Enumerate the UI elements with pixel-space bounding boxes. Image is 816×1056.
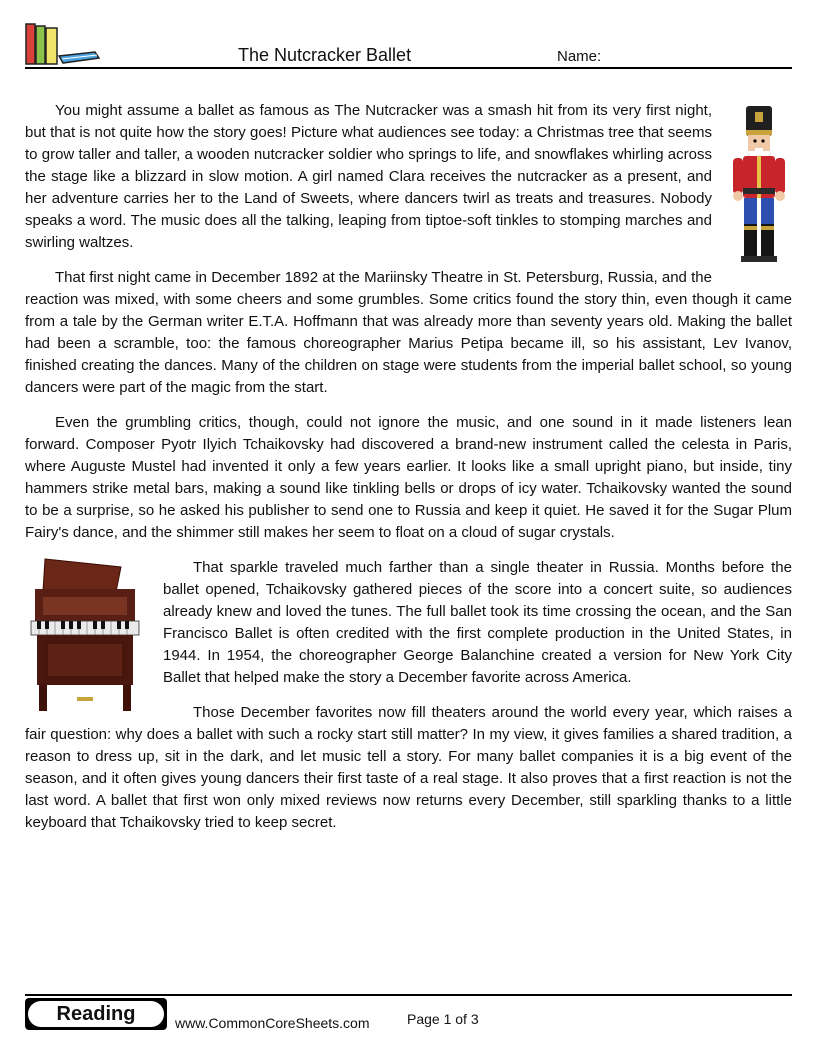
name-label: Name: (557, 48, 602, 65)
header-divider (25, 67, 792, 69)
footer-divider (25, 994, 792, 996)
celesta-instrument-image (25, 557, 143, 717)
paragraph-4: That sparkle traveled much farther than a single theater in Russia. Months before the ballet opened, Tchaikovsky gathered pieces of the score into a concert suite, so audiences already knew and loved the tunes. The full ballet took its time crossing the ocean, and the San Francisco Ballet is often credited with the first complete production in the United States, in 1944. In 1954, the choreographer George Balanchine created a version for New York City Ballet that helped make the story a December favorite across America. (163, 559, 792, 686)
worksheet-title: The Nutcracker Ballet (238, 45, 412, 65)
site-url: www.CommonCoreSheets.com (175, 1015, 370, 1031)
paragraph-2: That first night came in December 1892 at the Mariinsky Theatre in St. Petersburg, Russia, and the reaction was mixed, with some cheers and some grumbles. Some critics found the story thin, even though it came from a tale by the German writer E.T.A. Hoffmann that was already more than seventy years old. Making the ballet had been a scramble, too: the famous choreographer Marius Petipa became ill, so his assistant, Lev Ivanov, finished creating the dances. Many of the children on stage were students from the imperial ballet school, so young dancers were part of the magic from the start. (25, 269, 792, 396)
page-header (0, 0, 816, 70)
reading-badge-label: Reading (28, 1001, 164, 1027)
paragraph-3: Even the grumbling critics, though, could not ignore the music, and one sound in it made listeners lean forward. Composer Pyotr Ilyich Tchaikovsky had discovered a brand-new instrument called the celesta in Paris, where Auguste Mustel had invented it only a few years earlier. It looks like a small upright piano, but inside, tiny hammers strike metal bars, making a sound like tinkling bells or drops of icy water. Tchaikovsky wanted the sound to be a surprise, so he asked his publisher to send one to Russia and keep it quiet. He saved it for the Sugar Plum Fairy's dance, and the shimmer still makes her seem to float on a cloud of sugar crystals. (25, 414, 792, 541)
page-number: Page 1 of 3 (407, 1011, 479, 1027)
books-logo-icon (25, 22, 101, 66)
article-body (25, 100, 792, 847)
nutcracker-soldier-image (726, 104, 792, 264)
reading-badge (25, 998, 167, 1030)
paragraph-5: Those December favorites now fill theaters around the world every year, which raises a fair question: why does a ballet with such a rocky start still matter? In my view, it gives families a shared tradition, a reason to dress up, sit in the dark, and let music tell a story. For many ballet companies it is a big event of the season, and it often gives young dancers their first taste of a real stage. It also proves that a first reaction is not the last word. A ballet that first won only mixed reviews now returns every December, still sparkling thanks to a little keyboard that Tchaikovsky tried to keep secret. (25, 704, 792, 831)
paragraph-1: You might assume a ballet as famous as The Nutcracker was a smash hit from its very first night, but that is not quite how the story goes! Picture what audiences see today: a Christmas tree that seems to grow taller and taller, a wooden nutcracker soldier who springs to life, and snowflakes whirling across the stage like a blizzard in slow motion. A girl named Clara receives the nutcracker as a present, and her adventure carries her to the Land of Sweets, where dancers twirl as treats and treasures. Nobody speaks a word. The music does all the talking, leaping from tiptoe-soft tinkles to stomping marches and swirling waltzes. (25, 102, 712, 251)
